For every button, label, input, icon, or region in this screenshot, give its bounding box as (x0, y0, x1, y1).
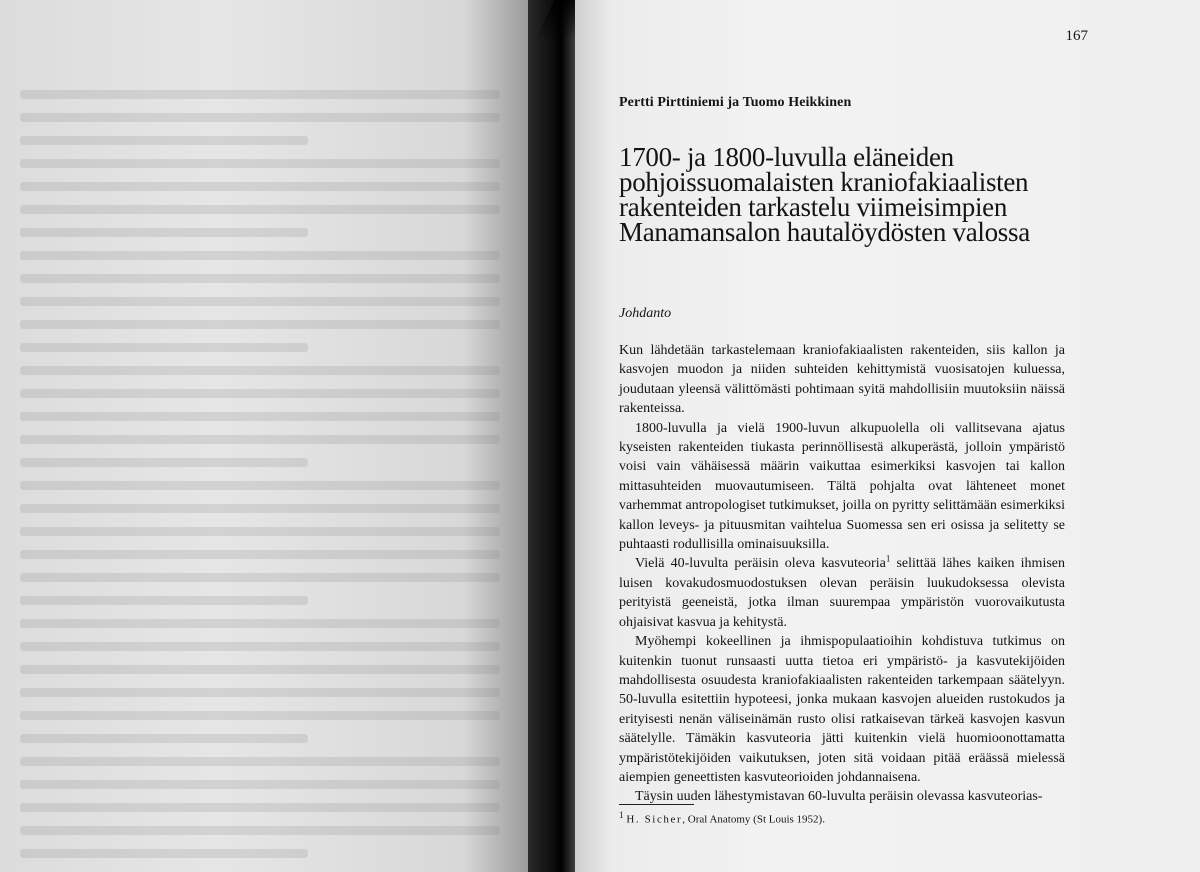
body-paragraph: 1800-luvulla ja vielä 1900-luvun alkupuolella oli vallitsevana ajatus kyseisten rakenteiden tiukasta perinnöllisestä alkuperästä, jolloin ympäristö voisi vain vähäisessä määrin vaikuttaa esimerkiksi kasvojen tai kallon mittasuhteiden muovautumiseen. Tältä pohjalta ovat lähteneet monet varhemmat antropologiset tutkimukset, joilla on pyritty selittämään esimerkiksi kallon leveys- ja pituusmitan vaihtelua Suomessa sen eri osissa ja selitetty se puhtaasti rodullisilla ominaisuuksilla. (619, 420, 1065, 553)
page-number: 167 (1065, 28, 1088, 44)
paragraph-text: Vielä 40-luvulta peräisin oleva kasvuteoria (635, 556, 886, 572)
title-line: 1700- ja 1800-luvulla eläneiden (619, 142, 954, 172)
paragraph-text: selittää lähes kaiken ihmisen luisen kovakudosmuodostuksen olevan peräisin luukudoksessa olevista perityistä geeneistä, jotka ilman suurempaa ympäristön vuorovaikutusta ohjaisivat kasvua ja kehitystä. (619, 556, 1065, 630)
footnote-reference: 1 (885, 553, 891, 564)
footnote-divider (619, 804, 694, 805)
body-paragraph: Myöhempi kokeellinen ja ihmispopulaatioihin kohdistuva tutkimus on kuitenkin tuonut runsaasti uutta tietoa eri ympäristö- ja kasvutekijöiden mahdollisesta osuudesta kraniofakiaalisten rakenteiden tarkempaan säätelyyn. 50-luvulla esitettiin hypoteesi, jonka mukaan kasvojen alueiden rustokudos ja erityisesti nenän väliseinämän rusto olisi ratkaisevan tärkeä kasvojen kasvun säätelylle. Tämäkin kasvuteoria jätti kuitenkin vielä huomioonottamatta ympäristötekijöiden vaikutuksen, joten sitä voidaan pitää eräässä mielessä aiempien geneettisten kasvuteorioiden johdannaisena. (619, 634, 1065, 785)
footnote (619, 810, 825, 826)
article-body (619, 341, 1065, 807)
title-line: pohjoissuomalaisten kraniofakiaalisten (619, 167, 1029, 197)
footnote-author: H. Sicher (626, 813, 683, 826)
body-paragraph: Kun lähdetään tarkastelemaan kraniofakiaalisten rakenteiden, siis kallon ja kasvojen muodon ja niiden suhteiden kehittymistä vuosisatojen kuluessa, joudutaan yleensä välittömästi pohtimaan syitä mahdollisiin muutoksiin näissä rakenteissa. (619, 343, 1065, 417)
footnote-citation: , Oral Anatomy (St Louis 1952). (682, 813, 825, 826)
right-page (575, 0, 1200, 872)
article-title (619, 142, 1119, 247)
left-page (0, 0, 545, 872)
title-line: Manamansalon hautalöydösten valossa (619, 217, 1030, 247)
section-heading: Johdanto (619, 306, 672, 321)
body-paragraph: Täysin uuden lähestymistavan 60-luvulta peräisin olevassa kasvuteorias- (635, 789, 1043, 805)
article-authors: Pertti Pirttiniemi ja Tuomo Heikkinen (619, 95, 852, 110)
title-line: rakenteiden tarkastelu viimeisimpien (619, 192, 1008, 222)
body-paragraph (619, 554, 1065, 632)
show-through-text (20, 90, 500, 872)
footnote-mark: 1 (619, 810, 624, 820)
